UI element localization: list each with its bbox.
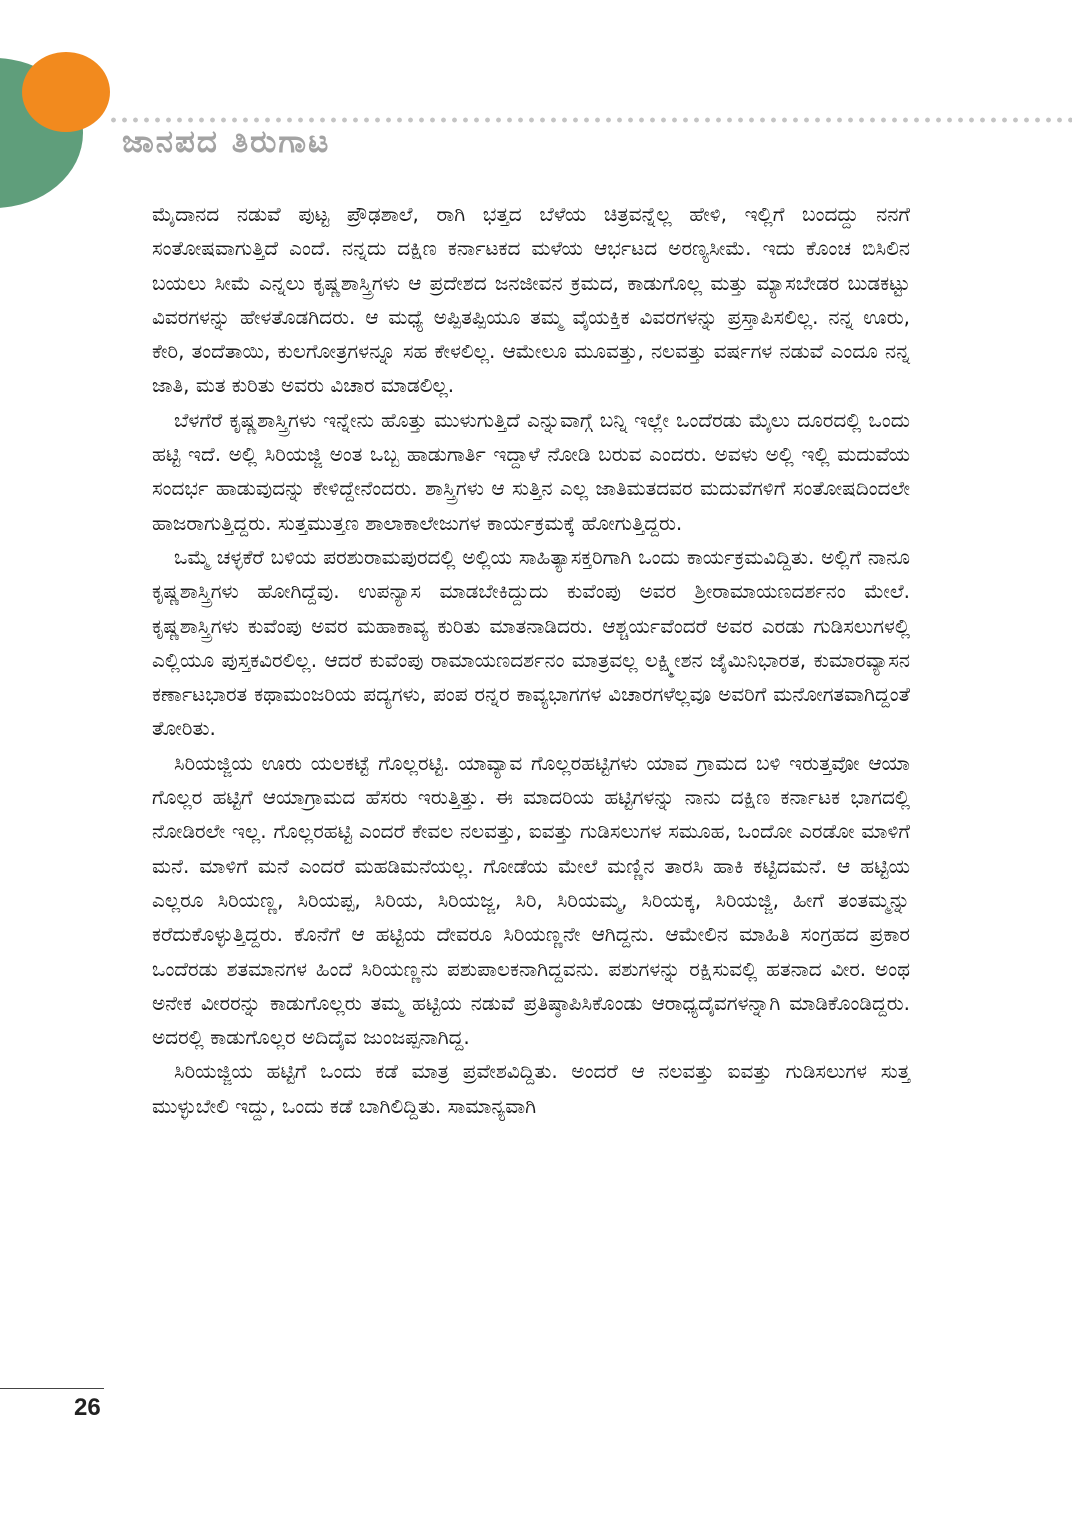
paragraph: ಮೈದಾನದ ನಡುವೆ ಪುಟ್ಟ ಪ್ರೌಢಶಾಲೆ, ರಾಗಿ ಭತ್ತದ ಬೆಳೆಯ ಚಿತ್ರವನ್ನೆಲ್ಲ ಹೇಳಿ, ಇಲ್ಲಿಗೆ ಬಂದದ್ದು ನನಗೆ ಸಂತೋಷವಾಗುತ್ತಿದೆ ಎಂದೆ. ನನ್ನದು ದಕ್ಷಿಣ ಕರ್ನಾಟಕದ ಮಳೆಯ ಆರ್ಭಟದ ಅರಣ್ಯಸೀಮೆ. ಇದು ಕೊಂಚ ಬಿಸಿಲಿನ ಬಯಲು ಸೀಮೆ ಎನ್ನಲು ಕೃಷ್ಣಶಾಸ್ತ್ರಿಗಳು ಆ ಪ್ರದೇಶದ ಜನಜೀವನ ಕ್ರಮದ, ಕಾಡುಗೊಲ್ಲ ಮತ್ತು ಮ್ಯಾಸಬೇಡರ ಬುಡಕಟ್ಟು ವಿವರಗಳನ್ನು ಹೇಳತೊಡಗಿದರು. ಆ ಮಧ್ಯೆ ಅಪ್ಪಿತಪ್ಪಿಯೂ ತಮ್ಮ ವೈಯಕ್ತಿಕ ವಿವರಗಳನ್ನು ಪ್ರಸ್ತಾಪಿಸಲಿಲ್ಲ. ನನ್ನ ಊರು, ಕೇರಿ, ತಂದೆತಾಯಿ, ಕುಲಗೋತ್ರಗಳನ್ನೂ ಸಹ ಕೇಳಲಿಲ್ಲ. ಆಮೇಲೂ ಮೂವತ್ತು, ನಲವತ್ತು ವರ್ಷಗಳ ನಡುವೆ ಎಂದೂ ನನ್ನ ಜಾತಿ, ಮತ ಕುರಿತು ಅವರು ವಿಚಾರ ಮಾಡಲಿಲ್ಲ. bbox=[152, 202, 910, 398]
running-header-title: ಜಾನಪದ ತಿರುಗಾಟ bbox=[122, 124, 331, 160]
page-number: 26 bbox=[74, 1394, 101, 1421]
paragraph: ಸಿರಿಯಜ್ಜಿಯ ಊರು ಯಲಕಟ್ಟೆ ಗೊಲ್ಲರಟ್ಟಿ. ಯಾವ್ಯಾವ ಗೊಲ್ಲರಹಟ್ಟಿಗಳು ಯಾವ ಗ್ರಾಮದ ಬಳಿ ಇರುತ್ತವೋ ಆಯಾ ಗೊಲ್ಲರ ಹಟ್ಟಿಗೆ ಆಯಾಗ್ರಾಮದ ಹೆಸರು ಇರುತ್ತಿತ್ತು. ಈ ಮಾದರಿಯ ಹಟ್ಟಿಗಳನ್ನು ನಾನು ದಕ್ಷಿಣ ಕರ್ನಾಟಕ ಭಾಗದಲ್ಲಿ ನೋಡಿರಲೇ ಇಲ್ಲ. ಗೊಲ್ಲರಹಟ್ಟಿ ಎಂದರೆ ಕೇವಲ ನಲವತ್ತು, ಐವತ್ತು ಗುಡಿಸಲುಗಳ ಸಮೂಹ, ಒಂದೋ ಎರಡೋ ಮಾಳಿಗೆ ಮನೆ. ಮಾಳಿಗೆ ಮನೆ ಎಂದರೆ ಮಹಡಿಮನೆಯಲ್ಲ. ಗೋಡೆಯ ಮೇಲೆ ಮಣ್ಣಿನ ತಾರಸಿ ಹಾಕಿ ಕಟ್ಟಿದಮನೆ. ಆ ಹಟ್ಟಿಯ ಎಲ್ಲರೂ ಸಿರಿಯಣ್ಣ, ಸಿರಿಯಪ್ಪ, ಸಿರಿಯ, ಸಿರಿಯಜ್ಜ, ಸಿರಿ, ಸಿರಿಯಮ್ಮ, ಸಿರಿಯಕ್ಕ, ಸಿರಿಯಜ್ಜಿ, ಹೀಗೆ ತಂತಮ್ಮನ್ನು ಕರೆದುಕೊಳ್ಳುತ್ತಿದ್ದರು. ಕೊನೆಗೆ ಆ ಹಟ್ಟಿಯ ದೇವರೂ ಸಿರಿಯಣ್ಣನೇ ಆಗಿದ್ದನು. ಆಮೇಲಿನ ಮಾಹಿತಿ ಸಂಗ್ರಹದ ಪ್ರಕಾರ ಒಂದೆರಡು ಶತಮಾನಗಳ ಹಿಂದೆ ಸಿರಿಯಣ್ಣನು ಪಶುಪಾಲಕನಾಗಿದ್ದವನು. ಪಶುಗಳನ್ನು ರಕ್ಷಿಸುವಲ್ಲಿ ಹತನಾದ ವೀರ. ಅಂಥ ಅನೇಕ ವೀರರನ್ನು ಕಾಡುಗೊಲ್ಲರು ತಮ್ಮ ಹಟ್ಟಿಯ ನಡುವೆ ಪ್ರತಿಷ್ಠಾಪಿಸಿಕೊಂಡು ಆರಾಧ್ಯದೈವಗಳನ್ನಾಗಿ ಮಾಡಿಕೊಂಡಿದ್ದರು. ಅದರಲ್ಲಿ ಕಾಡುಗೊಲ್ಲರ ಅದಿದೈವ ಜುಂಜಪ್ಪನಾಗಿದ್ದ. bbox=[152, 750, 910, 1050]
body-text bbox=[152, 197, 910, 1123]
decorative-orange-circle bbox=[22, 52, 110, 132]
paragraph: ಸಿರಿಯಜ್ಜಿಯ ಹಟ್ಟಿಗೆ ಒಂದು ಕಡೆ ಮಾತ್ರ ಪ್ರವೇಶವಿದ್ದಿತು. ಅಂದರೆ ಆ ನಲವತ್ತು ಐವತ್ತು ಗುಡಿಸಲುಗಳ ಸುತ್ತ ಮುಳ್ಳುಬೇಲಿ ಇದ್ದು, ಒಂದು ಕಡೆ ಬಾಗಿಲಿದ್ದಿತು. ಸಾಮಾನ್ಯವಾಗಿ bbox=[152, 1059, 910, 1118]
footer-rule bbox=[0, 1388, 104, 1389]
paragraph: ಬೆಳಗೆರೆ ಕೃಷ್ಣಶಾಸ್ತ್ರಿಗಳು ಇನ್ನೇನು ಹೊತ್ತು ಮುಳುಗುತ್ತಿದೆ ಎನ್ನುವಾಗ್ಗೆ ಬನ್ನಿ ಇಲ್ಲೇ ಒಂದೆರಡು ಮೈಲು ದೂರದಲ್ಲಿ ಒಂದು ಹಟ್ಟಿ ಇದೆ. ಅಲ್ಲಿ ಸಿರಿಯಜ್ಜಿ ಅಂತ ಒಬ್ಬ ಹಾಡುಗಾರ್ತಿ ಇದ್ದಾಳೆ ನೋಡಿ ಬರುವ ಎಂದರು. ಅವಳು ಅಲ್ಲಿ ಇಲ್ಲಿ ಮದುವೆಯ ಸಂದರ್ಭ ಹಾಡುವುದನ್ನು ಕೇಳಿದ್ದೇನೆಂದರು. ಶಾಸ್ತ್ರಿಗಳು ಆ ಸುತ್ತಿನ ಎಲ್ಲ ಜಾತಿಮತದವರ ಮದುವೆಗಳಿಗೆ ಸಂತೋಷದಿಂದಲೇ ಹಾಜರಾಗುತ್ತಿದ್ದರು. ಸುತ್ತಮುತ್ತಣ ಶಾಲಾಕಾಲೇಜುಗಳ ಕಾರ್ಯಕ್ರಮಕ್ಕೆ ಹೋಗುತ್ತಿದ್ದರು. bbox=[152, 407, 910, 535]
paragraph: ಒಮ್ಮೆ ಚಳ್ಳಕೆರೆ ಬಳಿಯ ಪರಶುರಾಮಪುರದಲ್ಲಿ ಅಲ್ಲಿಯ ಸಾಹಿತ್ಯಾಸಕ್ತರಿಗಾಗಿ ಒಂದು ಕಾರ್ಯಕ್ರಮವಿದ್ದಿತು. ಅಲ್ಲಿಗೆ ನಾನೂ ಕೃಷ್ಣಶಾಸ್ತ್ರಿಗಳು ಹೋಗಿದ್ದೆವು. ಉಪನ್ಯಾಸ ಮಾಡಬೇಕಿದ್ದುದು ಕುವೆಂಪು ಅವರ ಶ್ರೀರಾಮಾಯಣದರ್ಶನಂ ಮೇಲೆ. ಕೃಷ್ಣಶಾಸ್ತ್ರಿಗಳು ಕುವೆಂಪು ಅವರ ಮಹಾಕಾವ್ಯ ಕುರಿತು ಮಾತನಾಡಿದರು. ಆಶ್ಚರ್ಯವೆಂದರೆ ಅವರ ಎರಡು ಗುಡಿಸಲುಗಳಲ್ಲಿ ಎಲ್ಲಿಯೂ ಪುಸ್ತಕವಿರಲಿಲ್ಲ. ಆದರೆ ಕುವೆಂಪು ರಾಮಾಯಣದರ್ಶನಂ ಮಾತ್ರವಲ್ಲ ಲಕ್ಷ್ಮೀಶನ ಜೈಮಿನಿಭಾರತ, ಕುಮಾರವ್ಯಾಸನ ಕರ್ಣಾಟಭಾರತ ಕಥಾಮಂಜರಿಯ ಪದ್ಯಗಳು, ಪಂಪ ರನ್ನರ ಕಾವ್ಯಭಾಗಗಳ ವಿಚಾರಗಳೆಲ್ಲವೂ ಅವರಿಗೆ ಮನೋಗತವಾಗಿದ್ದಂತೆ ತೋರಿತು. bbox=[152, 544, 910, 741]
dotted-divider bbox=[108, 116, 1072, 124]
